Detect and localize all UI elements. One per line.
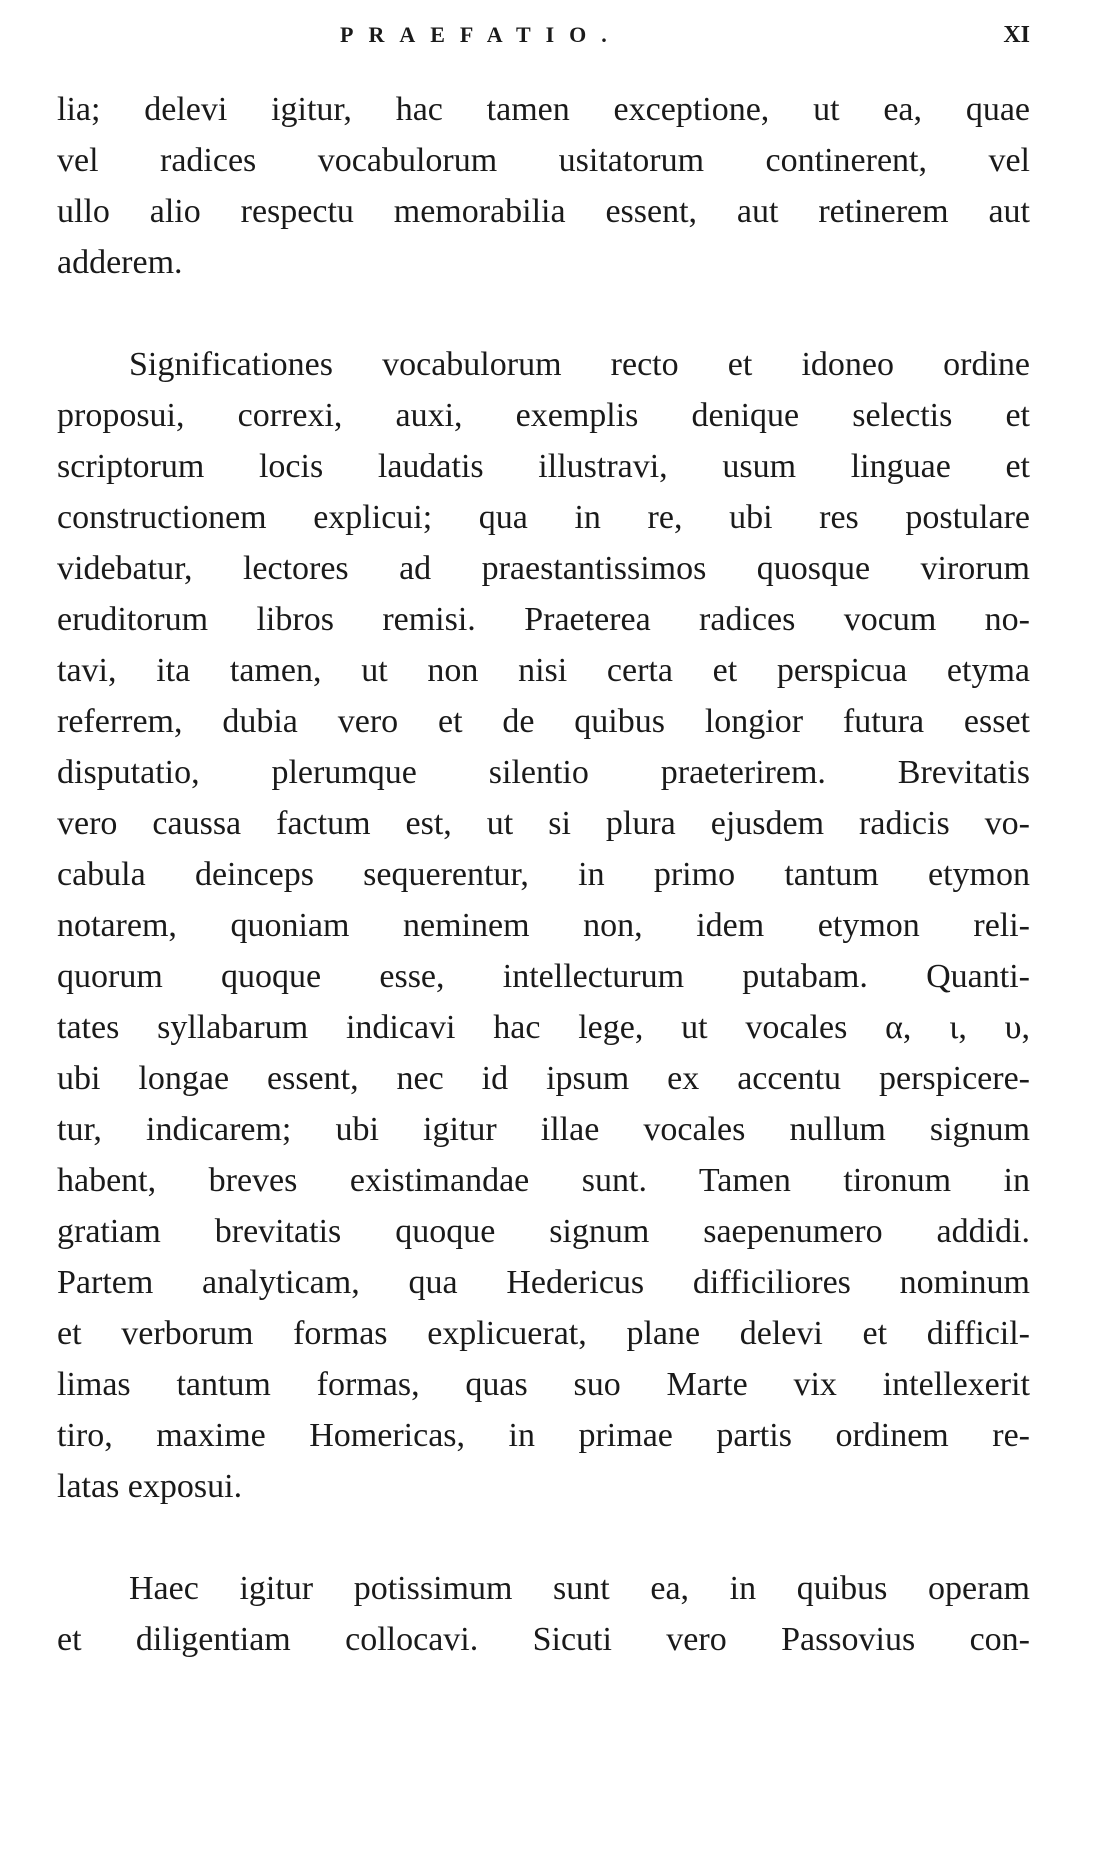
text-line: lia; delevi igitur, hac tamen exceptione, ut ea, quae: [57, 91, 1030, 128]
text-line: constructionem explicui; qua in re, ubi res postulare: [57, 499, 1030, 536]
body-text: [57, 84, 1030, 1665]
text-line: gratiam brevitatis quoque signum saepenumero addidi.: [57, 1213, 1030, 1250]
page-number: XI: [1003, 22, 1030, 48]
text-line: referrem, dubia vero et de quibus longior futura esset: [57, 703, 1030, 740]
text-line: notarem, quoniam neminem non, idem etymon reli-: [57, 907, 1030, 944]
text-line: videbatur, lectores ad praestantissimos quosque virorum: [57, 550, 1030, 587]
text-line: tates syllabarum indicavi hac lege, ut vocales α, ι, υ,: [57, 1009, 1030, 1046]
text-line: cabula deinceps sequerentur, in primo tantum etymon: [57, 856, 1030, 893]
text-line: quorum quoque esse, intellecturum putabam. Quanti-: [57, 958, 1030, 995]
text-line: adderem.: [57, 244, 183, 281]
text-line: tur, indicarem; ubi igitur illae vocales nullum signum: [57, 1111, 1030, 1148]
text-line: Partem analyticam, qua Hedericus difficiliores nominum: [57, 1264, 1030, 1301]
text-line: Significationes vocabulorum recto et idoneo ordine: [129, 346, 1030, 383]
text-line: limas tantum formas, quas suo Marte vix intellexerit: [57, 1366, 1030, 1403]
text-line: ubi longae essent, nec id ipsum ex accentu perspicere-: [57, 1060, 1030, 1097]
running-head: [0, 22, 1100, 62]
text-line: scriptorum locis laudatis illustravi, usum linguae et: [57, 448, 1030, 485]
text-line: Haec igitur potissimum sunt ea, in quibus operam: [129, 1570, 1030, 1607]
paragraph-gap: [57, 1512, 1030, 1563]
text-line: vero caussa factum est, ut si plura ejusdem radicis vo-: [57, 805, 1030, 842]
text-line: et verborum formas explicuerat, plane delevi et difficil-: [57, 1315, 1030, 1352]
text-line: latas exposui.: [57, 1468, 243, 1505]
text-line: tavi, ita tamen, ut non nisi certa et perspicua etyma: [57, 652, 1030, 689]
text-line: tiro, maxime Homericas, in primae partis ordinem re-: [57, 1417, 1030, 1454]
text-line: proposui, correxi, auxi, exemplis denique selectis et: [57, 397, 1030, 434]
text-line: et diligentiam collocavi. Sicuti vero Passovius con-: [57, 1621, 1030, 1658]
paragraph-1: [57, 84, 1030, 288]
paragraph-gap: [57, 288, 1030, 339]
text-line: vel radices vocabulorum usitatorum continerent, vel: [57, 142, 1030, 179]
text-line: disputatio, plerumque silentio praeterirem. Brevitatis: [57, 754, 1030, 791]
text-line: habent, breves existimandae sunt. Tamen tironum in: [57, 1162, 1030, 1199]
text-line: ullo alio respectu memorabilia essent, aut retinerem aut: [57, 193, 1030, 230]
text-line: eruditorum libros remisi. Praeterea radices vocum no-: [57, 601, 1030, 638]
paragraph-3: [57, 1563, 1030, 1665]
paragraph-2: [57, 339, 1030, 1512]
running-title: PRAEFATIO.: [340, 22, 622, 47]
